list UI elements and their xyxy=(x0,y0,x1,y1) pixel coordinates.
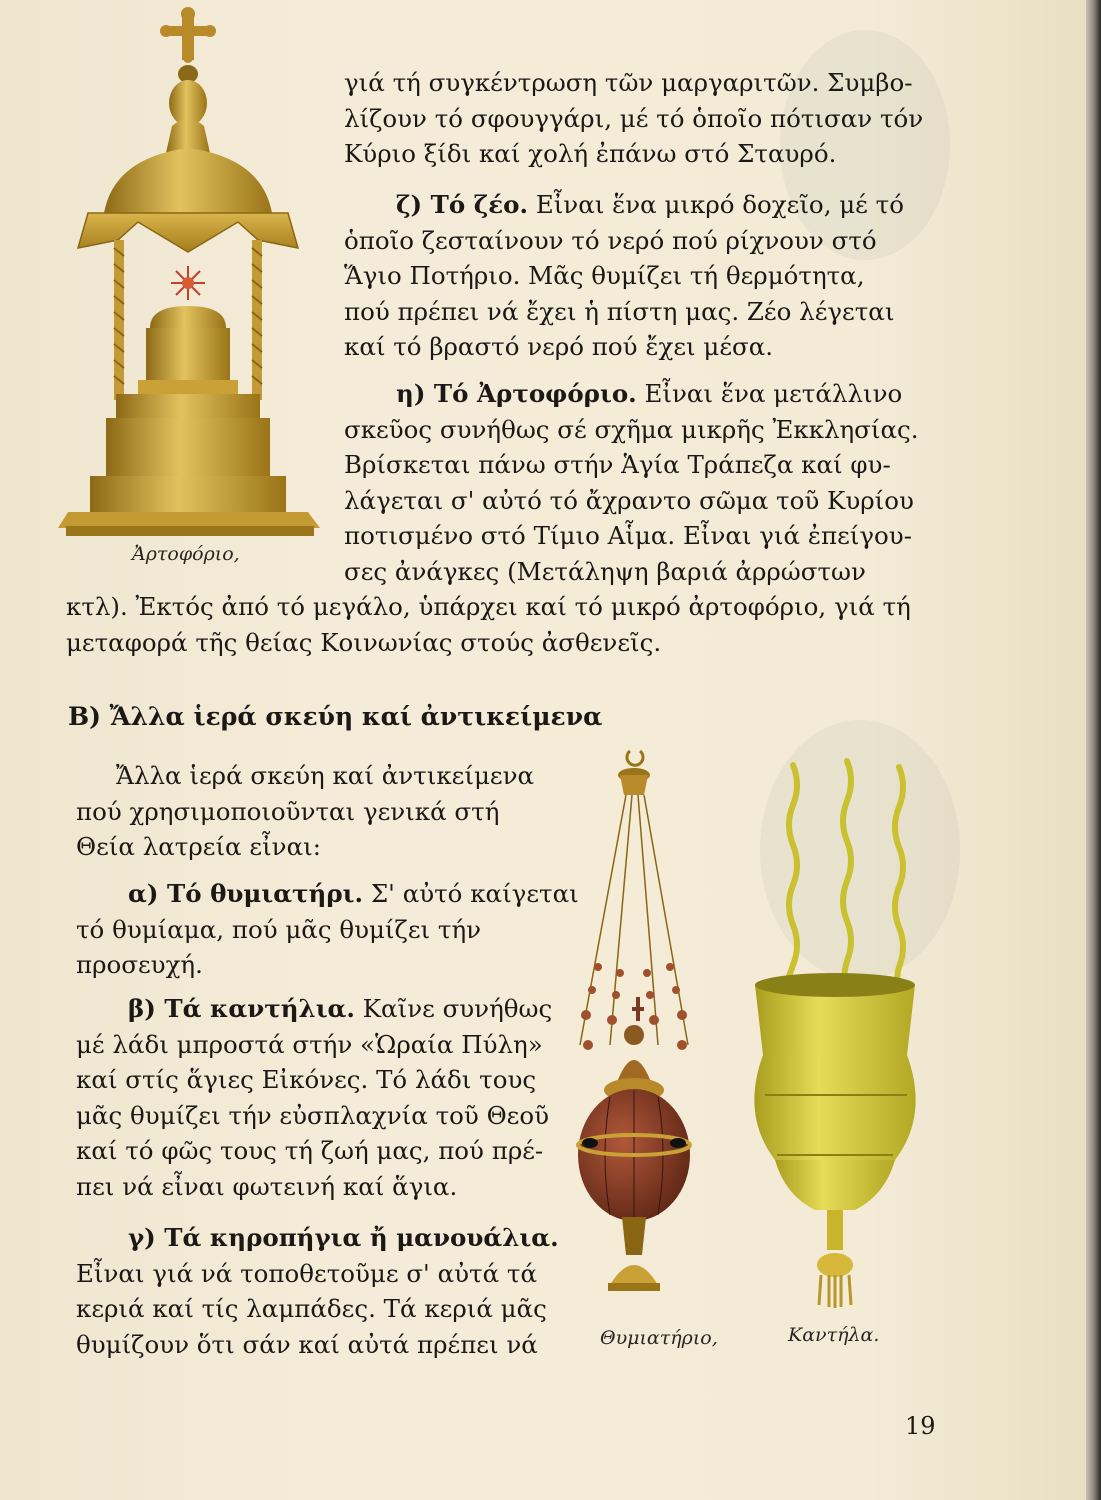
text-line: Εἶναι γιά νά τοποθετοῦμε σ' αὐτά τά xyxy=(76,1258,538,1288)
text-line: σες ἀνάγκες (Μετάληψη βαριά ἀρρώστων xyxy=(344,556,866,586)
kantila-illustration xyxy=(735,755,935,1320)
artoforio-illustration xyxy=(60,8,330,548)
text-line: κτλ). Ἐκτός ἀπό τό μεγάλο, ὑπάρχει καί τό μικρό ἀρτοφόριο, γιά τή xyxy=(66,592,911,621)
item-c-label: γ) Τά κηροπήγια ἤ μανουάλια. xyxy=(128,1223,559,1252)
text-line: γιά τή συγκέντρωση τῶν μαργαριτῶν. Συμβο- xyxy=(344,68,913,97)
text-line: μᾶς θυμίζει τήν εὐσπλαχνία τοῦ Θεοῦ xyxy=(76,1100,550,1130)
text-line: Βρίσκεται πάνω στήν Ἁγία Τράπεζα καί φυ- xyxy=(344,450,891,479)
text-line: λίζουν τό σφουγγάρι, μέ τό ὁποῖο πότισαν τόν xyxy=(344,103,924,133)
artoforio-caption: Ἀρτοφόριο, xyxy=(132,543,240,565)
top-paragraph xyxy=(344,65,923,172)
kantila-caption: Καντήλα. xyxy=(788,1324,880,1346)
text-line: τό θυμίαμα, πού μᾶς θυμίζει τήν xyxy=(76,914,482,944)
text-line: ὁποῖο ζεσταίνουν τό νερό πού ρίχνουν στό xyxy=(344,225,877,255)
text-line: καί στίς ἅγιες Εἰκόνες. Τό λάδι τους xyxy=(76,1065,537,1094)
text-line: λάγεται σ' αὐτό τό ἄχραντο σῶμα τοῦ Κυρίου xyxy=(344,485,914,515)
censer-illustration xyxy=(570,745,700,1320)
text-line: καί τό βραστό νερό πού ἔχει μέσα. xyxy=(344,332,774,361)
text-line: μέ λάδι μπροστά στήν «Ὡραία Πύλη» xyxy=(76,1029,543,1059)
text-line: ποτισμένο στό Τίμιο Αἷμα. Εἶναι γιά ἐπείγου- xyxy=(344,521,912,550)
text-line: καί τό φῶς τους τή ζωή μας, πού πρέ- xyxy=(76,1136,544,1165)
text-line: σκεῦος συνήθως σέ σχῆμα μικρῆς Ἐκκλησίας. xyxy=(344,414,919,444)
artoforio-paragraph-cont xyxy=(66,589,911,660)
text-line: πει νά εἶναι φωτεινή καί ἅγια. xyxy=(76,1171,458,1201)
text-line: Καῖνε συνήθως xyxy=(362,994,553,1023)
item-b-label: β) Τά καντήλια. xyxy=(128,994,355,1023)
page-number: 19 xyxy=(905,1412,936,1440)
text-line: κεριά καί τίς λαμπάδες. Τά κεριά μᾶς xyxy=(76,1294,547,1323)
text-line: Σ' αὐτό καίγεται xyxy=(370,879,579,908)
text-line: πού πρέπει νά ἔχει ἡ πίστη μας. Ζέο λέγεται xyxy=(344,296,895,326)
text-line: Ἅγιο Ποτήριο. Μᾶς θυμίζει τή θερμότητα, xyxy=(344,261,865,290)
artoforio-label: η) Τό Ἀρτοφόριο. xyxy=(396,379,637,408)
page-edge xyxy=(1086,0,1101,1500)
item-a-label: α) Τό θυμιατήρι. xyxy=(128,879,364,908)
censer-caption: Θυμιατήριο, xyxy=(600,1327,718,1349)
text-line: προσευχή. xyxy=(76,950,203,979)
text-line: Θεία λατρεία εἶναι: xyxy=(76,832,321,861)
zeo-paragraph xyxy=(344,187,904,365)
text-line: Ἄλλα ἱερά σκεύη καί ἀντικείμενα xyxy=(116,761,535,790)
section-b-heading: Β) Ἄλλα ἱερά σκεύη καί ἀντικείμενα xyxy=(68,702,603,731)
item-b-paragraph xyxy=(76,991,552,1204)
text-line: Κύριο ξίδι καί χολή ἐπάνω στό Σταυρό. xyxy=(344,139,837,168)
text-line: Εἶναι ἕνα μικρό δοχεῖο, μέ τό xyxy=(535,190,904,219)
text-line: μεταφορά τῆς θείας Κοινωνίας στούς ἀσθενεῖς. xyxy=(66,627,662,657)
text-line: πού χρησιμοποιοῦνται γενικά στή xyxy=(76,796,500,826)
zeo-label: ζ) Τό ζέο. xyxy=(396,190,529,219)
cross-icon xyxy=(160,7,216,63)
text-line: Εἶναι ἕνα μετάλλινο xyxy=(644,379,903,408)
item-a-paragraph xyxy=(76,876,579,983)
artoforio-paragraph xyxy=(344,376,919,589)
text-line: θυμίζουν ὅτι σάν καί αὐτά πρέπει νά xyxy=(76,1329,538,1359)
section-b-intro xyxy=(76,758,534,865)
item-c-paragraph xyxy=(76,1220,559,1362)
